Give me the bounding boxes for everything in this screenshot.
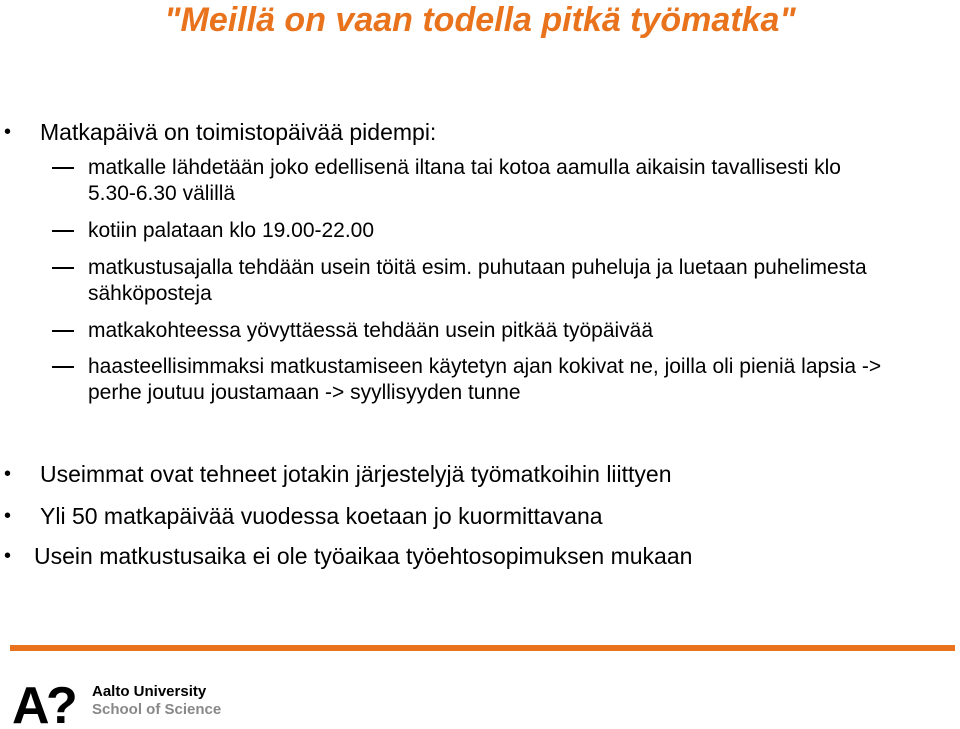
bullet-text: Usein matkustusaika ei ole työaikaa työehtosopimuksen mukaan — [34, 543, 693, 569]
logo-university-name: Aalto University — [92, 683, 207, 700]
dash-marker — [52, 267, 74, 269]
footer-divider — [10, 645, 955, 651]
sub-item-text: matkakohteessa yövyttäessä tehdään usein pitkää työpäivää — [88, 319, 654, 342]
aalto-logo-text — [92, 683, 221, 719]
bullet-glyph: • — [4, 505, 12, 527]
bullet-text: Useimmat ovat tehneet jotakin järjestelyjä työmatkoihin liittyen — [40, 461, 672, 487]
dash-marker — [52, 366, 74, 368]
aalto-logo-icon — [12, 681, 80, 725]
bullet-text: Matkapäivä on toimistopäivää pidempi: — [40, 119, 437, 145]
sub-item-text: haasteellisimmaksi matkustamiseen käytetyn ajan kokivat ne, joilla oli pieniä lapsia -> perhe joutuu joustamaan -> syyllisyyden tunne — [88, 355, 882, 404]
bullet-glyph: • — [4, 463, 12, 485]
sub-item-text: matkustusajalla tehdään usein töitä esim. puhutaan puheluja ja luetaan puhelimesta sähköposteja — [88, 256, 867, 305]
sub-item-text: kotiin palataan klo 19.00-22.00 — [88, 219, 375, 242]
dash-marker — [52, 330, 74, 332]
bullet-text: Yli 50 matkapäivää vuodessa koetaan jo kuormittavana — [40, 503, 603, 529]
logo-mark-letter: A — [12, 681, 50, 725]
logo-mark-symbol: ? — [46, 681, 78, 725]
dash-marker — [52, 230, 74, 232]
bullet-glyph: • — [4, 121, 12, 143]
dash-marker — [52, 167, 74, 169]
sub-item-text: matkalle lähdetään joko edellisenä iltana tai kotoa aamulla aikaisin tavallisesti klo 5.30-6.30 välillä — [88, 156, 841, 205]
slide-title: "Meillä on vaan todella pitkä työmatka" — [164, 1, 796, 39]
logo-school-name: School of Science — [92, 701, 222, 718]
bullet-glyph: • — [4, 545, 12, 567]
